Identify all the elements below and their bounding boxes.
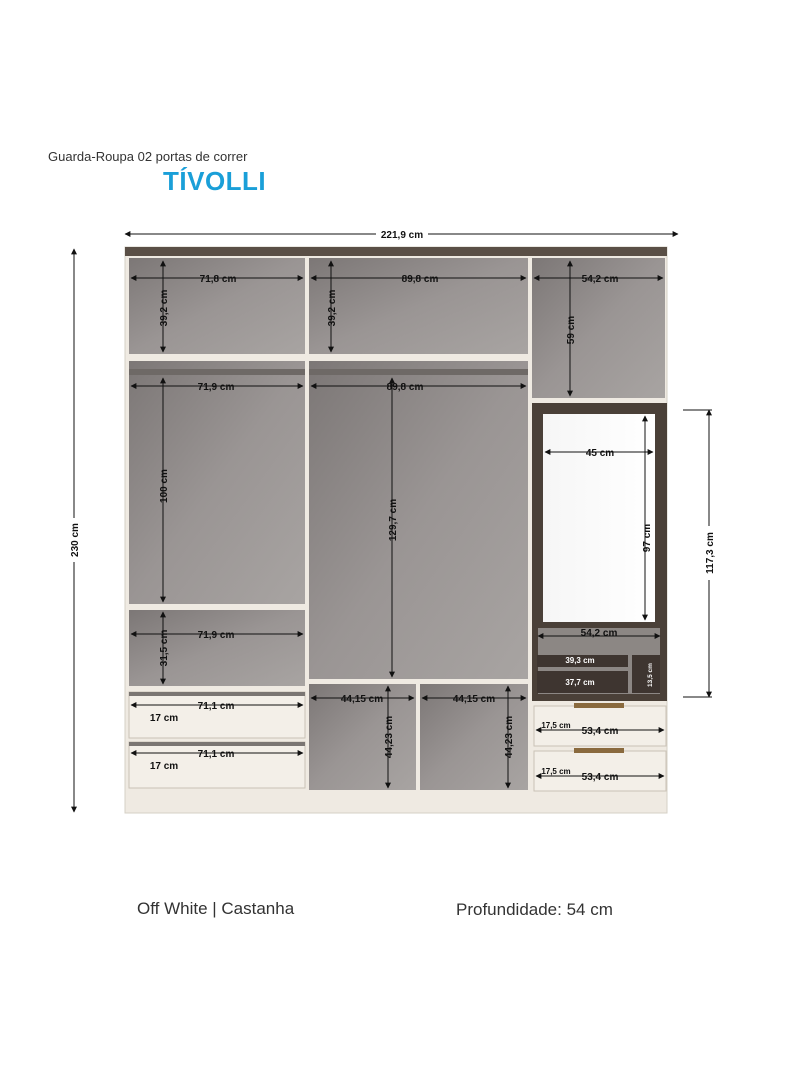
label-drawer2-height: 17 cm xyxy=(149,761,179,772)
label-left-top-height: 39,2 cm xyxy=(159,289,170,327)
left-hanging-compartment xyxy=(129,361,305,604)
mirror xyxy=(543,414,655,622)
center-hanging-compartment xyxy=(309,361,528,679)
label-center-low-left-height: 44,23 cm xyxy=(384,715,395,759)
right-niche-small-box xyxy=(632,655,660,693)
label-mirror-inner-height: 97 cm xyxy=(642,523,653,553)
label-drawer1-height: 17 cm xyxy=(149,713,179,724)
finish-label: Off White | Castanha xyxy=(137,899,295,918)
label-left-low-height: 31,5 cm xyxy=(159,629,170,667)
depth-label: Profundidade: 54 cm xyxy=(456,900,613,919)
label-right-drawer1-width: 53,4 cm xyxy=(581,726,619,737)
left-drawer-2-rail xyxy=(129,742,305,746)
label-left-hang-width: 71,9 cm xyxy=(197,382,235,393)
product-subtitle: Guarda-Roupa 02 portas de correr xyxy=(48,149,248,164)
label-center-low-right-width: 44,15 cm xyxy=(452,694,496,705)
label-right-niche-bottom: 37,7 cm xyxy=(565,678,595,687)
label-right-niche-small: 13,5 cm xyxy=(647,663,654,687)
label-center-top-width: 89,8 cm xyxy=(401,274,439,285)
label-right-top-height: 59 cm xyxy=(566,315,577,345)
label-left-low-width: 71,9 cm xyxy=(197,630,235,641)
label-center-hang-height: 129,7 cm xyxy=(388,498,399,542)
label-right-drawer2-width: 53,4 cm xyxy=(581,772,619,783)
label-left-hang-height: 100 cm xyxy=(159,469,170,503)
label-total-width: 221,9 cm xyxy=(380,230,424,241)
label-drawer2-width: 71,1 cm xyxy=(197,749,235,760)
label-center-low-left-width: 44,15 cm xyxy=(340,694,384,705)
left-drawer-1-rail xyxy=(129,692,305,696)
label-center-hang-width: 89,8 cm xyxy=(386,382,424,393)
label-left-top-width: 71,8 cm xyxy=(199,274,237,285)
label-total-height: 230 cm xyxy=(70,523,81,557)
label-right-drawer2-height: 17,5 cm xyxy=(541,767,571,776)
label-right-drawer1-height: 17,5 cm xyxy=(541,721,571,730)
label-mirror-height: 117,3 cm xyxy=(705,532,716,574)
right-drawer-1-handle xyxy=(574,703,624,708)
label-center-low-right-height: 44,23 cm xyxy=(504,715,515,759)
label-right-niche-top: 39,3 cm xyxy=(565,656,595,665)
label-right-top-width: 54,2 cm xyxy=(581,274,619,285)
label-right-shelf-width: 54,2 cm xyxy=(580,628,618,639)
center-hanging-rail xyxy=(309,369,528,375)
label-center-top-height: 39,2 cm xyxy=(327,289,338,327)
center-top-compartment xyxy=(309,258,528,354)
left-hanging-rail xyxy=(129,369,305,375)
top-board xyxy=(125,247,667,256)
right-drawer-2-handle xyxy=(574,748,624,753)
label-mirror-width: 45 cm xyxy=(585,448,615,459)
product-title: TÍVOLLI xyxy=(163,166,267,196)
label-drawer1-width: 71,1 cm xyxy=(197,701,235,712)
left-low-compartment xyxy=(129,610,305,686)
